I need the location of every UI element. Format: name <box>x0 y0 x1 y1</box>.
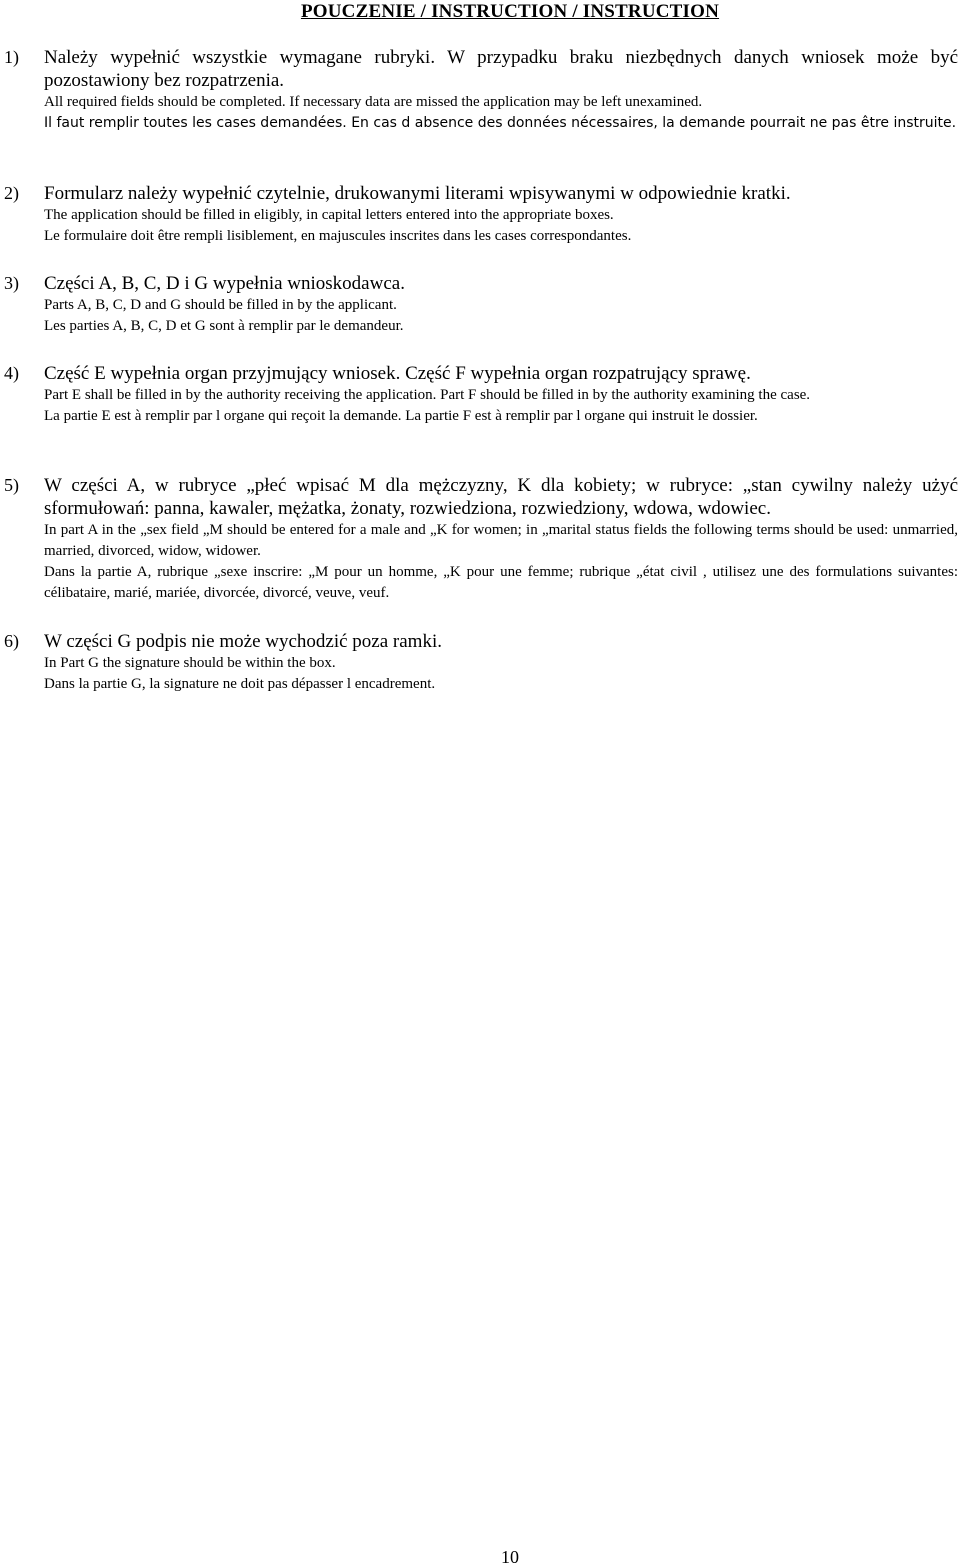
instruction-text-pl: Część E wypełnia organ przyjmujący wniosek. Część F wypełnia organ rozpatrujący sprawę. <box>44 363 751 384</box>
instruction-text-en: In Part G the signature should be within the box. <box>44 655 336 671</box>
instruction-text-fr: Le formulaire doit être rempli lisiblement, en majuscules inscrites dans les cases correspondantes. <box>44 228 632 244</box>
page-title: POUCZENIE / INSTRUCTION / INSTRUCTION <box>300 1 720 22</box>
instruction-text-en: All required fields should be completed. If necessary data are missed the application may be left unexamined. <box>44 94 703 110</box>
instruction-text-en: The application should be filled in eligibly, in capital letters entered into the appropriate boxes. <box>44 207 614 223</box>
instruction-text-fr: Dans la partie A, rubrique „sexe inscrire: „M pour un homme, „K pour une femme; rubrique „état civil , utilisez une des formulations suivantes: célibataire, marié, mariée, divorcée, divorcé, veuve, veuf. <box>44 564 958 601</box>
instruction-text-fr: Il faut remplir toutes les cases demandées. En cas d absence des données nécessaires, la demande pourrait ne pas être instruite. <box>44 115 957 131</box>
instruction-text-en: Part E shall be filled in by the authority receiving the application. Part F should be filled in by the authority examining the case. <box>44 387 811 403</box>
item-number: 4) <box>4 363 19 383</box>
instruction-text-fr: Les parties A, B, C, D et G sont à remplir par le demandeur. <box>44 318 404 334</box>
instruction-text-pl: Należy wypełnić wszystkie wymagane rubryki. W przypadku braku niezbędnych danych wniosek może być pozostawiony bez rozpatrzenia. <box>44 47 958 91</box>
instruction-text-fr: Dans la partie G, la signature ne doit pas dépasser l encadrement. <box>44 676 436 692</box>
instruction-text-en: Parts A, B, C, D and G should be filled in by the applicant. <box>44 297 397 313</box>
instruction-item-2 <box>4 182 958 247</box>
instruction-text-pl: Części A, B, C, D i G wypełnia wnioskodawca. <box>44 273 405 294</box>
item-number: 6) <box>4 631 19 651</box>
instruction-text-pl: Formularz należy wypełnić czytelnie, drukowanymi literami wpisywanymi w odpowiednie kratki. <box>44 183 791 204</box>
instruction-text-en: In part A in the „sex field „M should be entered for a male and „K for women; in „marital status fields the following terms should be used: unmarried, married, divorced, widow, widower. <box>44 522 958 559</box>
instruction-item-5 <box>4 474 958 604</box>
instruction-item-1 <box>4 46 958 134</box>
instruction-text-fr: La partie E est à remplir par l organe qui reçoit la demande. La partie F est à remplir par l organe qui instruit le dossier. <box>44 408 758 424</box>
instruction-item-6 <box>4 630 958 695</box>
item-number: 1) <box>4 47 19 67</box>
item-number: 5) <box>4 475 19 495</box>
instruction-item-4 <box>4 362 958 427</box>
page-number: 10 <box>501 1547 519 1567</box>
item-number: 2) <box>4 183 19 203</box>
instruction-text-pl: W części G podpis nie może wychodzić poza ramki. <box>44 631 442 652</box>
instruction-text-pl: W części A, w rubryce „płeć wpisać M dla mężczyzny, K dla kobiety; w rubryce: „stan cywilny należy użyć sformułowań: panna, kawaler, mężatka, żonaty, rozwiedziona, rozwiedziony, wdowa, wdowiec. <box>44 475 958 519</box>
instruction-item-3 <box>4 272 958 337</box>
item-number: 3) <box>4 273 19 293</box>
